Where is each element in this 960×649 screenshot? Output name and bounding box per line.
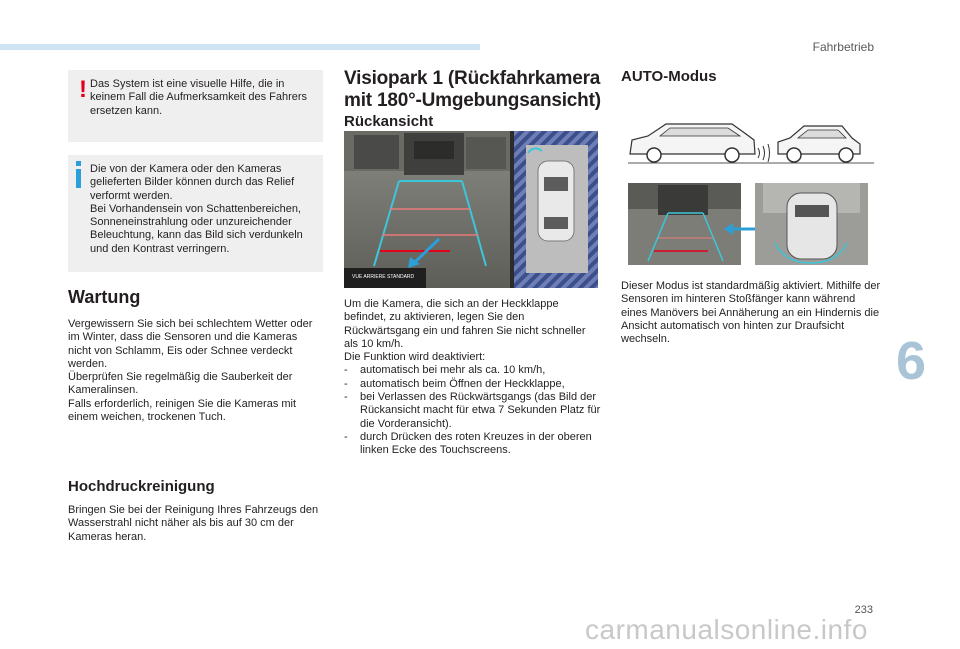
- cars-proximity-diagram: [628, 118, 874, 168]
- auto-heading: AUTO-Modus: [621, 68, 717, 85]
- wartung-text-3: Falls erforderlich, reinigen Sie die Kameras mit einem weichen, trockenen Tuch.: [68, 397, 297, 424]
- info-box: [68, 155, 323, 272]
- auto-text: Dieser Modus ist standardmäßig aktiviert. Mithilfe der Sensoren im hinteren Stoßfänger kann während eines Manövers bei Annäherung an ein Hindernis die Ansicht automatisch von hinten zur Draufsicht wechseln.: [621, 280, 881, 346]
- warning-box: [68, 70, 323, 142]
- rear-view-camera-image: [344, 131, 598, 288]
- auto-top-view-screen: [755, 183, 868, 265]
- visiopark-title-1: Visiopark 1 (Rückfahrkamera: [344, 68, 601, 89]
- list-item: - automatisch beim Öffnen der Heckklappe,: [344, 378, 602, 391]
- chapter-number: 6: [896, 331, 927, 391]
- rear-view-screen: [344, 131, 598, 288]
- header-bar: [0, 44, 480, 50]
- watermark: carmanualsonline.info: [585, 614, 868, 645]
- wartung-text-1: Vergewissern Sie sich bei schlechtem Wetter oder im Winter, dass die Sensoren und die Kameras nicht von Schlamm, Eis oder Schnee verdeckt werden.: [68, 318, 313, 370]
- info-text-1: Die von der Kamera oder den Kameras gelieferten Bilder können durch das Relief verformt werden.: [90, 163, 295, 202]
- rueckansicht-heading: Rückansicht: [344, 113, 434, 130]
- screen-label: VUE ARRIERE STANDARD: [352, 274, 415, 280]
- visiopark-title-2: mit 180°-Umgebungsansicht): [344, 90, 601, 111]
- hochdruck-heading: Hochdruckreinigung: [68, 478, 215, 495]
- list-item: - durch Drücken des roten Kreuzes in der oberen linken Ecke des Touchscreens.: [344, 431, 602, 458]
- list-item: - bei Verlassen des Rückwärtsgangs (das Bild der Rückansicht macht für etwa 7 Sekunden Platz für die Vorderansicht).: [344, 391, 602, 431]
- auto-top-view-image: [755, 183, 868, 265]
- page-number: 233: [854, 604, 873, 616]
- info-text-2: Bei Vorhandensein von Schattenbereichen, Sonneneinstrahlung oder unzureichender Beleuchtung, kann das Bild sich verdunkeln und den Kontrast verringern.: [90, 202, 303, 255]
- list-item: - automatisch bei mehr als ca. 10 km/h,: [344, 364, 602, 377]
- hochdruck-text: Bringen Sie bei der Reinigung Ihres Fahrzeugs den Wasserstrahl nicht näher als bis auf 30 cm der Kameras heran.: [68, 504, 319, 543]
- visiopark-text-2: Die Funktion wird deaktiviert:: [344, 351, 486, 364]
- deactivation-list: [344, 364, 602, 457]
- visiopark-text-1: Um die Kamera, die sich an der Heckklappe befindet, zu aktivieren, legen Sie den Rückwärtsgang ein und fahren Sie nicht schneller als 10 km/h.: [344, 298, 586, 350]
- warning-text: Das System ist eine visuelle Hilfe, die in keinem Fall die Aufmerksamkeit des Fahrers ersetzen kann.: [90, 78, 308, 117]
- exclamation-icon: !: [79, 76, 87, 103]
- section-label: Fahrbetrieb: [812, 40, 874, 54]
- wartung-heading: Wartung: [68, 287, 141, 307]
- wartung-text-2: Überprüfen Sie regelmäßig die Sauberkeit der Kameralinsen.: [68, 371, 293, 397]
- info-icon: [76, 161, 82, 189]
